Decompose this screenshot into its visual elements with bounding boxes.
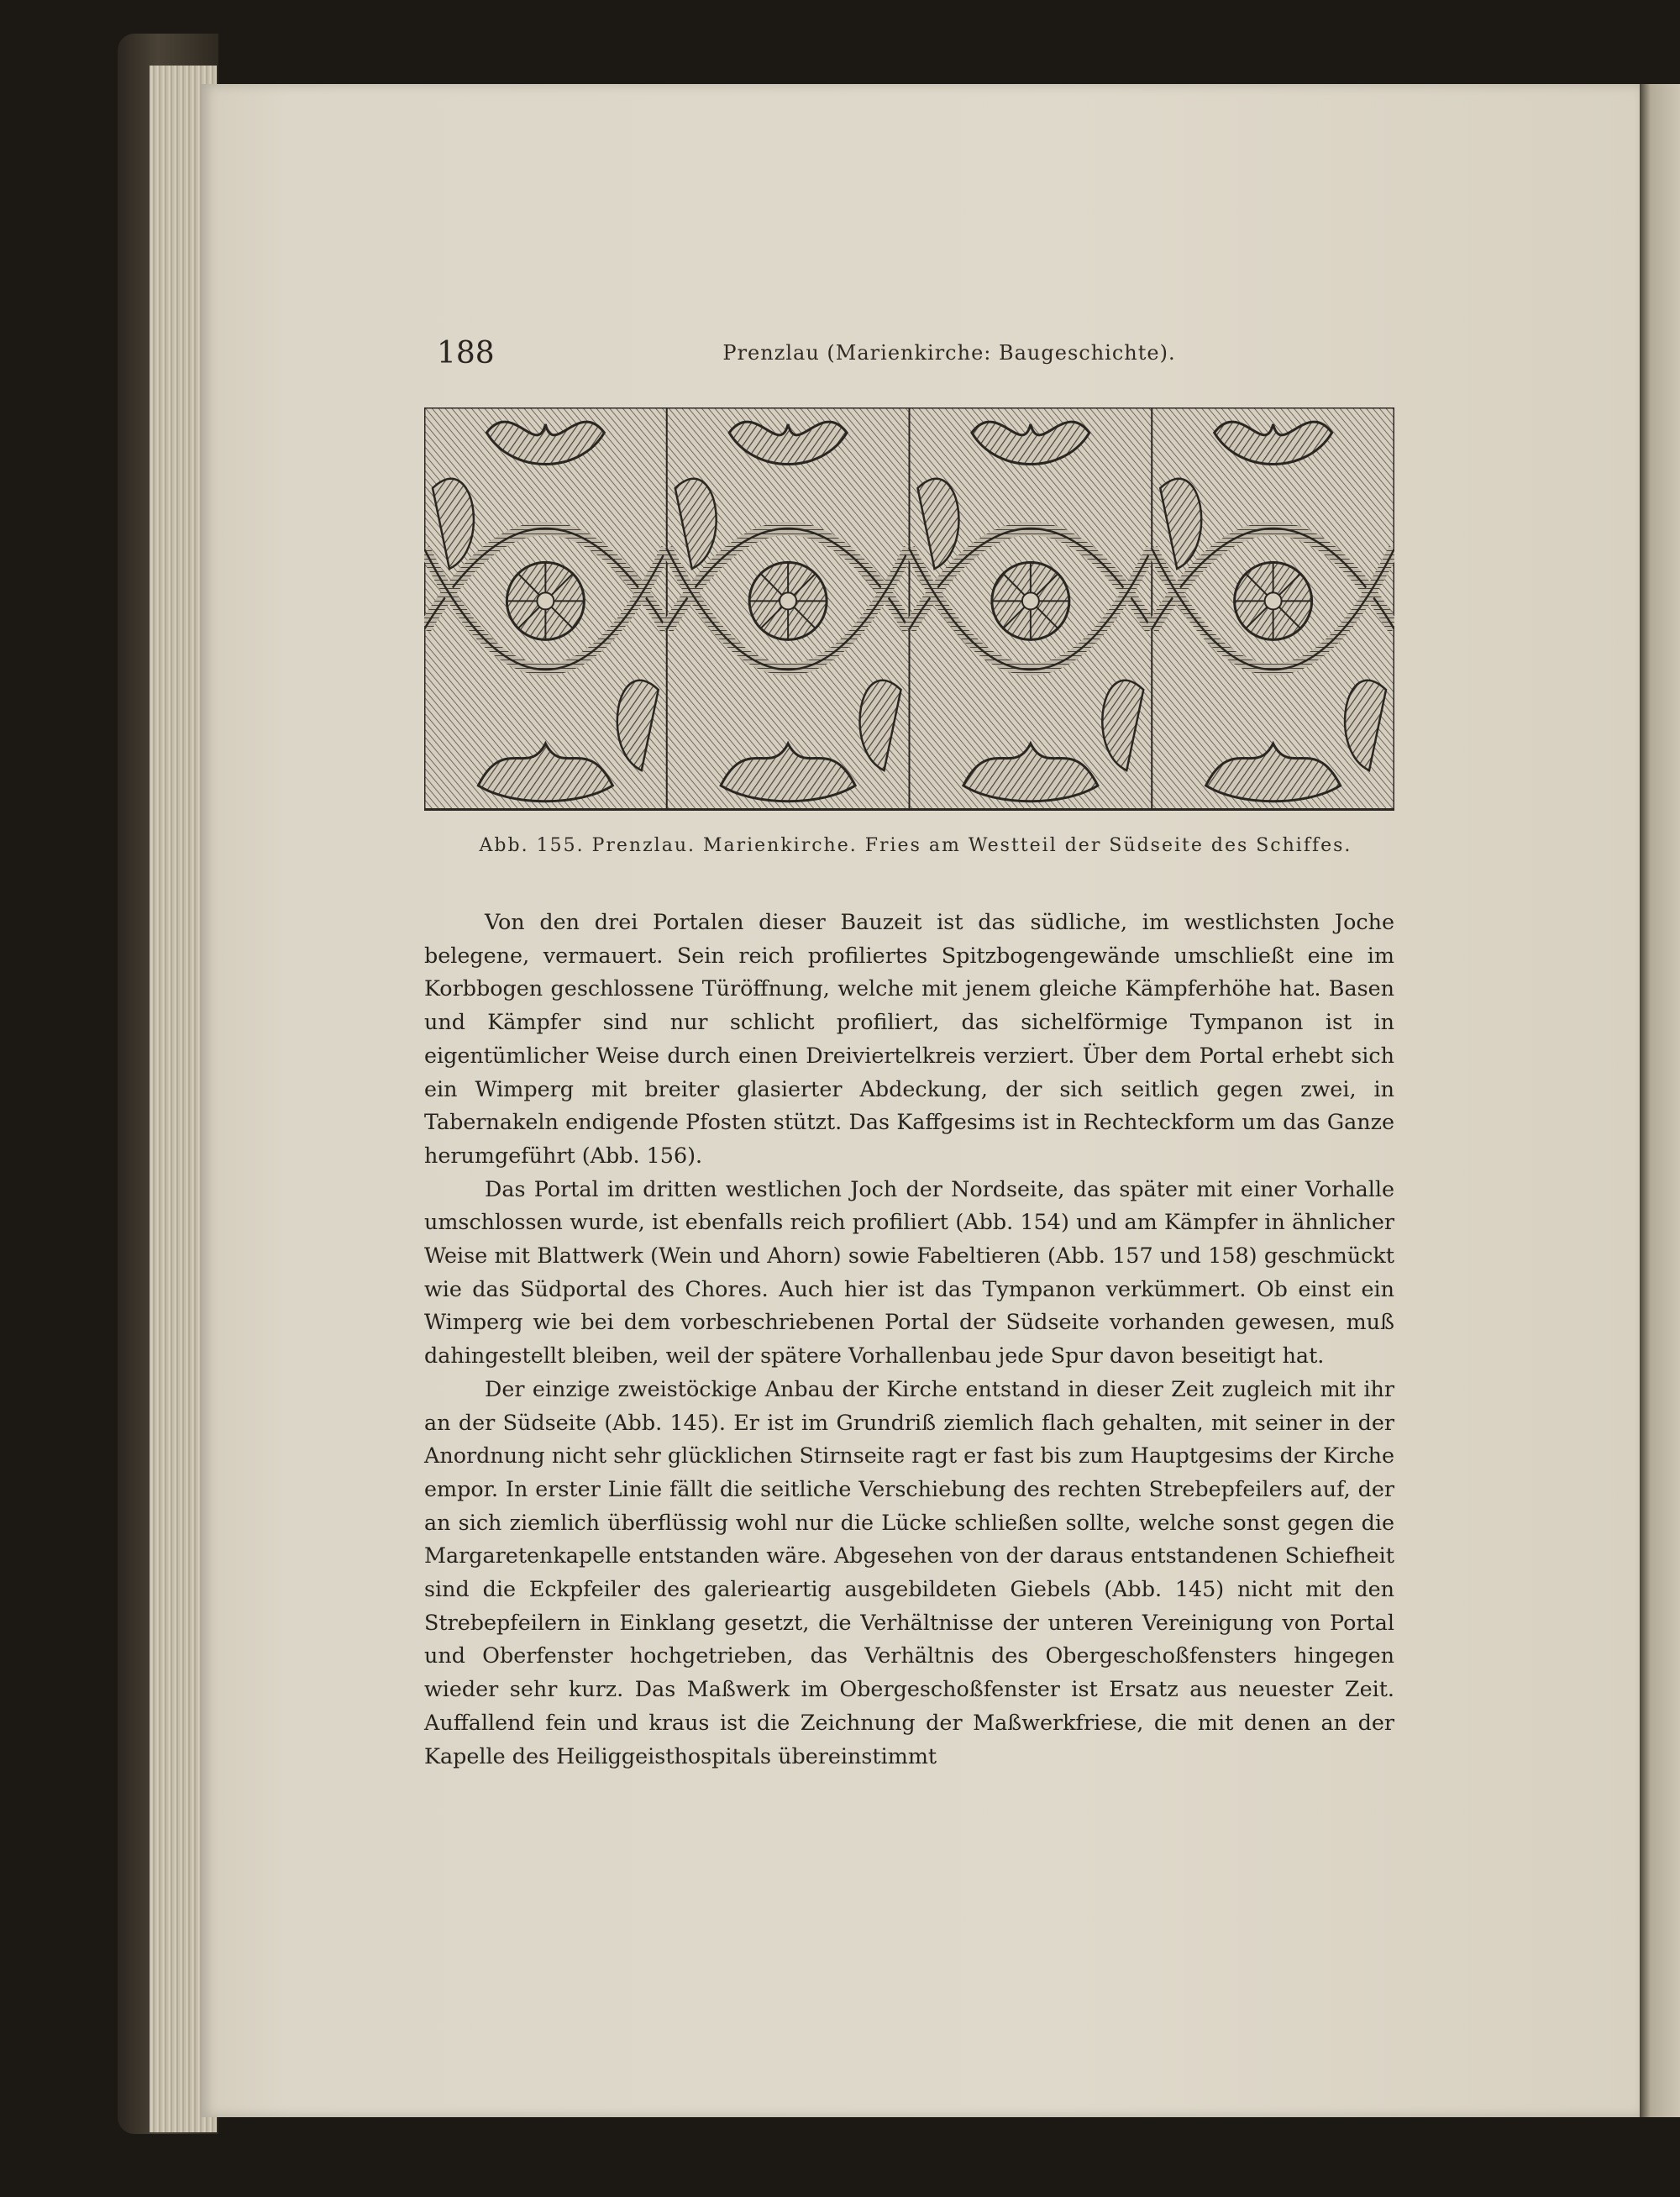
facing-page-edge	[1638, 84, 1680, 2117]
paragraph-2: Das Portal im dritten westlichen Joch der Nordseite, das später mit einer Vorhalle umschlossen wurde, ist ebenfalls reich profiliert (Abb. 154) und am Kämpfer in ähnlicher Weise mit Blattwerk (Wein und Ahorn) sowie Fabeltieren (Abb. 157 und 158) geschmückt wie das Südportal des Chores. Auch hier ist das Tympanon verkümmert. Ob einst ein Wimperg wie bei dem vorbeschriebenen Portal der Südseite vorhanden gewesen, muß dahingestellt bleiben, weil der spätere Vorhallenbau jede Spur davon beseitigt hat.	[424, 1175, 1394, 1369]
paragraph-3: Der einzige zweistöckige Anbau der Kirche entstand in dieser Zeit zugleich mit ihr an der Südseite (Abb. 145). Er ist im Grundriß ziemlich flach gehalten, mit seiner in der Anordnung nicht sehr glücklichen Stirnseite ragt er fast bis zum Hauptgesims der Kirche empor. In erster Linie fällt die seitliche Verschiebung des rechten Strebepfeilers auf, der an sich ziemlich überflüssig wohl nur die Lücke schließen sollte, welche sonst gegen die Margaretenkapelle entstanden wäre. Abgesehen von der daraus entstandenen Schiefheit sind die Eckpfeiler des galerieartig ausgebildeten Giebels (Abb. 145) nicht mit den Strebepfeilern in Einklang gesetzt, die Verhältnisse der unteren Vereinigung von Portal und Oberfenster hochgetrieben, das Verhältnis des Obergeschoßfensters hingegen wieder sehr kurz. Das Maßwerk im Obergeschoßfenster ist Ersatz aus neuester Zeit. Auffallend fein und kraus ist die Zeichnung der Maßwerkfriese, die mit denen an der Kapelle des Heiliggeisthospitals übereinstimmt	[424, 1375, 1394, 1769]
body-text	[424, 906, 1394, 1773]
running-title: Prenzlau (Marienkirche: Baugeschichte).	[722, 341, 1176, 365]
frieze-rosette-center	[1265, 592, 1282, 609]
frieze-rosette-center	[1022, 592, 1039, 609]
page-number: 188	[437, 336, 495, 371]
frieze-rosette-center	[537, 592, 554, 609]
paragraph-1: Von den drei Portalen dieser Bauzeit ist das südliche, im westlichsten Joche belegene, vermauert. Sein reich profiliertes Spitzbogengewände umschließt eine im Korbbogen geschlossene Türöffnung, welche mit jenem gleiche Kämpferhöhe hat. Basen und Kämpfer sind nur schlicht profiliert, das sichelförmige Tympanon ist in eigentümlicher Weise durch einen Dreiviertelkreis verziert. Über dem Portal erhebt sich ein Wimperg mit breiter glasierter Abdeckung, der sich seitlich gegen zwei, in Tabernakeln endigende Pfosten stützt. Das Kaffgesims ist in Rechteckform um das Ganze herumgeführt (Abb. 156).	[424, 909, 1394, 1168]
figure-caption: Abb. 155. Prenzlau. Marienkirche. Fries am Westteil der Südseite des Schiffes.	[479, 835, 1352, 856]
frieze-illustration	[424, 407, 1394, 811]
frieze-rosette-center	[780, 592, 796, 609]
running-head	[437, 336, 1394, 386]
